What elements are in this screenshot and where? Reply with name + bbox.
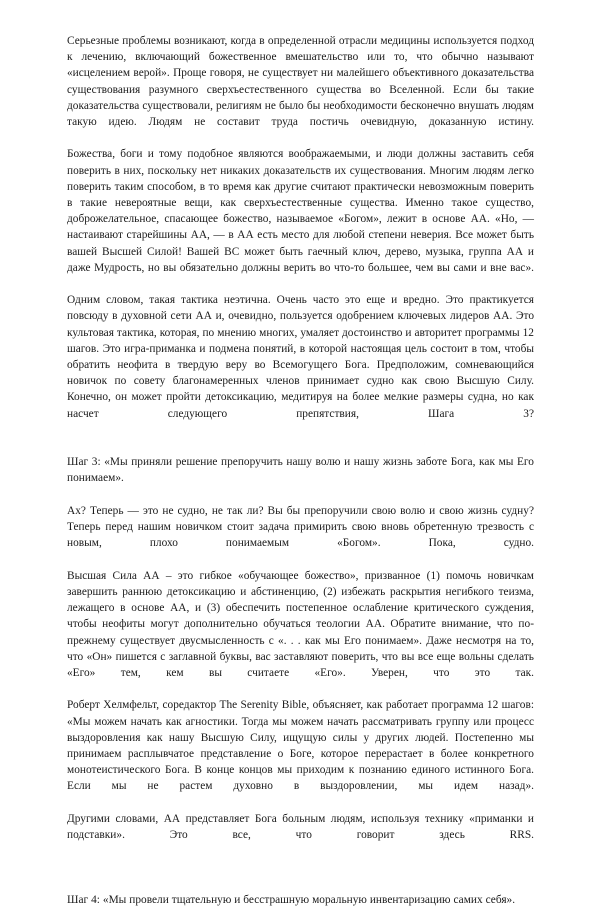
paragraph: Ах? Теперь — это не судно, не так ли? Вы бы препоручили свою волю и свою жизнь судну? Теперь перед нашим новичком стоит задача примирить свою вновь обретенную трезвость с новым, плохо понимаемым «Богом». Пока, судно. (67, 504, 534, 550)
step-4-heading-paragraph (67, 876, 534, 892)
paragraph: Шаг 4: «Мы провели тщательную и бесстрашную моральную инвентаризацию самих себя». (67, 893, 516, 906)
paragraph: Божества, боги и тому подобное являются воображаемыми, и люди должны заставить себя поверить в них, поскольку нет никаких доказательств их существования. Многим людям легко поверить таким способом, в то время как другие считают практически невозможным поверить в такие невероятные вещи, как сверхъестественные существа. Именно такое существо, доброжелательное, спасающее божество, называемое «Богом», лежит в основе АА. «Но, — настаивают старейшины АА, — в АА есть место для любой степени неверия. Все может быть вашей Высшей Силой! Вашей ВС может быть гаечный ключ, дерево, музыка, группа АА и даже Мудрость, но вы обязательно должны верить во что-то большее, чем вы сами и вне вас». (67, 148, 534, 274)
paragraph: Роберт Хелмфельт, соредактор The Serenity Bible, объясняет, как работает программа 12 шагов: «Мы можем начать как агностики. Тогда мы можем начать рассматривать группу или процесс выздоровления как нашу Высшую Силу, ищущую силы у других людей. Постепенно мы принимаем расплывчатое представление о Боге, которое перерастает в более конкретного монотеистического Бога. В конце концов мы приходим к познанию единого истинного Бога. Если мы не растем духовно в выздоровлении, мы идем назад». (67, 699, 534, 793)
document-text-body (67, 33, 534, 908)
paragraph: Другими словами, АА представляет Бога больным людям, используя технику «приманки и подставки». Это все, что говорит здесь RRS. (67, 812, 534, 841)
paragraph: Одним словом, такая тактика неэтична. Очень часто это еще и вредно. Это практикуется повсюду в духовной сети АА и, очевидно, пользуется одобрением ключевых лидеров АА. Это культовая тактика, которая, по мнению многих, умаляет достоинство и авторитет программы 12 шагов. Это игра-приманка и подмена понятий, в которой настоящая цель состоит в том, чтобы обратить неофита в твердую веру во Всемогущего Бога. Предположим, сомневающийся новичок по совету благонамеренных членов принимает судно как свою Высшую Силу. Конечно, он может пройти детоксикацию, медитируя на более мелкие размеры судна, но как насчет следующего препятствия, Шага 3? (67, 294, 534, 420)
paragraph-spacer (67, 859, 534, 875)
paragraph: Серьезные проблемы возникают, когда в определенной отрасли медицины используется подход к лечению, включающий божественное вмешательство или то, что обычно называют «исцелением верой». Проще говоря, не существует ни малейшего объективного доказательства существования разумного сверхъестественного существа во Вселенной. Если бы такие доказательства существовали, религиям не было бы необходимости бесконечно внушать людям такую идею. Людям не составит труда постичь очевидную, доказанную истину. (67, 35, 534, 129)
paragraph: Высшая Сила АА – это гибкое «обучающее божество», призванное (1) помочь новичкам завершить раннюю детоксикацию и абстиненцию, (2) избежать раскрытия негибкого теизма, лежащего в основе АА, и (3) обеспечить постепенное ослабление критического суждения, чтобы неофиты могут дополнительно обучаться теологии АА. Обратите внимание, что по-прежнему существует двусмысленность с «. . . как мы Его понимаем». Даже несмотря на то, что «Он» пишется с заглавной буквы, вас заставляют поверить, что вы все еще вольны сделать «Его» тем, кем вы считаете «Его». Уверен, что это так. (67, 569, 534, 679)
paragraph-spacer (67, 438, 534, 454)
step-3-heading-paragraph: Шаг 3: «Мы приняли решение препоручить нашу волю и нашу жизнь заботе Бога, как мы Его понимаем». (67, 456, 534, 485)
